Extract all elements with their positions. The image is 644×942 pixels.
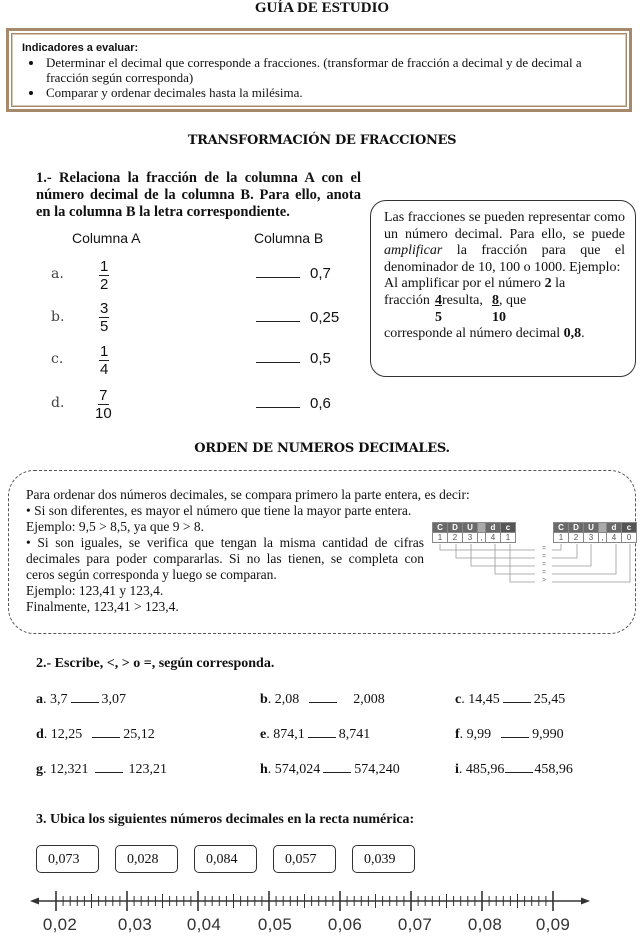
indicator-item: • Determinar el decimal que corresponde a fracciones. (transformar de fracción a decimal y de decimal a fracción según corresponda) [44,55,616,85]
number-line-label: 0,07 [397,915,433,934]
fraction-denominator: 5 [435,309,442,325]
fraction [99,258,109,293]
comparison-item-b: b. 2,08 2,008 [260,692,385,707]
number-line-label: 0,06 [327,915,363,934]
decimal-box[interactable]: 0,084 [194,845,257,873]
fraction [99,300,109,335]
answer-blank[interactable] [309,702,337,703]
answer-blank[interactable] [256,277,300,278]
answer-blank[interactable] [71,702,99,703]
fraction-denominator: 10 [492,309,506,325]
number-line-label: 0,09 [535,915,571,934]
place-value-table-right: C D U d c 1 2 3 , 4 0 [553,522,637,543]
info-example-line: Al amplificar por el número 2 la [384,276,566,291]
question-3-title: 3. Ubica los siguientes números decimales en la recta numérica: [36,812,415,827]
arrow-left-icon [30,898,39,905]
decimal-box[interactable]: 0,028 [115,845,178,873]
row-letter: a. [51,266,64,282]
section-title-orden: ORDEN DE NUMEROS DECIMALES. [194,441,450,456]
comparison-item-a: a. 3,7 3,07 [36,692,126,707]
denominator: 4 [100,361,109,378]
info-box-fractions [370,200,636,377]
indicator-item: • Comparar y ordenar decimales hasta la milésima. [44,85,616,100]
question-2-title: 2.- Escribe, <, > o =, según corresponda. [36,656,275,671]
answer-row [256,395,331,413]
comparison-item-e: e. 874,1 8,741 [260,727,371,742]
comparison-connector-diagram [430,544,640,594]
column-b-header: Columna B [254,230,324,246]
explanation-line: Finalmente, 123,41 > 123,4. [26,599,179,614]
answer-blank[interactable] [503,702,531,703]
comparison-symbols: = = = = > [541,545,547,584]
answer-row [256,265,331,283]
comparison-item-i: i. 485,96 458,96 [455,762,573,777]
comparison-item-c: c. 14,45 25,45 [455,692,566,707]
indicators-heading: Indicadores a evaluar: [22,42,139,54]
place-value-table-left: C D U d c 1 2 3 , 4 1 [432,522,516,543]
info-fraction-line: fracción 4 5 resulta, 8 10 , que [384,292,527,325]
info-paragraph: Las fracciones se pueden representar como un número decimal. Para ello, se puede amplificar la fracción para que el denominador de 10, 100 o 1000. Ejemplo: [384,210,625,275]
page-title: GUÍA DE ESTUDIO [254,0,390,16]
explanation-line: • Si son iguales, se verifica que tengan la misma cantidad de cifras decimales para poder compararlas. Si no las tienen, se completa con ceros según corresponda y luego se comparan. [26,535,424,582]
fraction-numerator: 8 [492,292,499,308]
explanation-line: Ejemplo: 123,41 y 123,4. [26,583,164,598]
arrow-right-icon [581,898,590,905]
numerator: 1 [100,258,109,275]
explanation-line: • Si son diferentes, es mayor el número que tiene la mayor parte entera. [26,503,412,518]
answer-row [256,350,331,368]
comparison-item-g: g. 12,321 123,21 [36,762,167,777]
denominator: 10 [95,405,112,422]
decimal-value: 0,5 [310,350,331,367]
decimal-box[interactable]: 0,057 [273,845,336,873]
answer-blank[interactable] [256,407,300,408]
number-line [30,888,590,914]
decimal-value: 0,7 [310,265,331,282]
answer-blank[interactable] [323,772,351,773]
answer-row [256,309,339,327]
answer-blank[interactable] [501,737,529,738]
decimal-value: 0,25 [310,309,340,326]
decimal-value: 0,6 [310,395,331,412]
answer-blank[interactable] [95,772,123,773]
number-line-label: 0,04 [186,915,222,934]
fraction [95,387,112,422]
answer-blank[interactable] [256,362,300,363]
section-title-fracciones: TRANSFORMACIÓN DE FRACCIONES [187,133,457,148]
number-line-label: 0,05 [257,915,293,934]
row-letter: d. [51,395,65,411]
explanation-line: Ejemplo: 9,5 > 8,5, ya que 9 > 8. [26,519,204,534]
comparison-item-h: h. 574,024 574,240 [260,762,400,777]
decimal-box[interactable]: 0,073 [36,845,99,873]
fraction-numerator: 4 [435,292,442,308]
number-line-label: 0,02 [42,915,78,934]
decimal-box[interactable]: 0,039 [352,845,415,873]
row-letter: b. [51,309,65,325]
comparison-item-f: f. 9,99 9,990 [455,727,564,742]
fraction [99,343,109,378]
denominator: 2 [100,276,109,293]
comparison-item-d: d. 12,25 25,12 [36,727,155,742]
question-1-text: 1.- Relaciona la fracción de la columna A con el número decimal de la columna B. Para ello, anota en la columna B la letra correspondiente. [36,170,361,220]
numerator: 1 [100,343,109,360]
number-line-label: 0,08 [467,915,503,934]
explanation-line: Para ordenar dos números decimales, se compara primero la parte entera, es decir: [26,487,470,502]
indicators-list [22,55,616,100]
answer-blank[interactable] [256,321,300,322]
answer-blank[interactable] [92,737,120,738]
denominator: 5 [100,318,109,335]
numerator: 7 [99,387,108,404]
numerator: 3 [100,300,109,317]
column-a-header: Columna A [72,230,141,246]
indicators-box [6,28,632,112]
number-line-label: 0,03 [117,915,153,934]
answer-blank[interactable] [505,772,533,773]
answer-blank[interactable] [308,737,336,738]
row-letter: c. [51,351,64,367]
info-result-line: corresponde al número decimal 0,8. [384,325,585,341]
